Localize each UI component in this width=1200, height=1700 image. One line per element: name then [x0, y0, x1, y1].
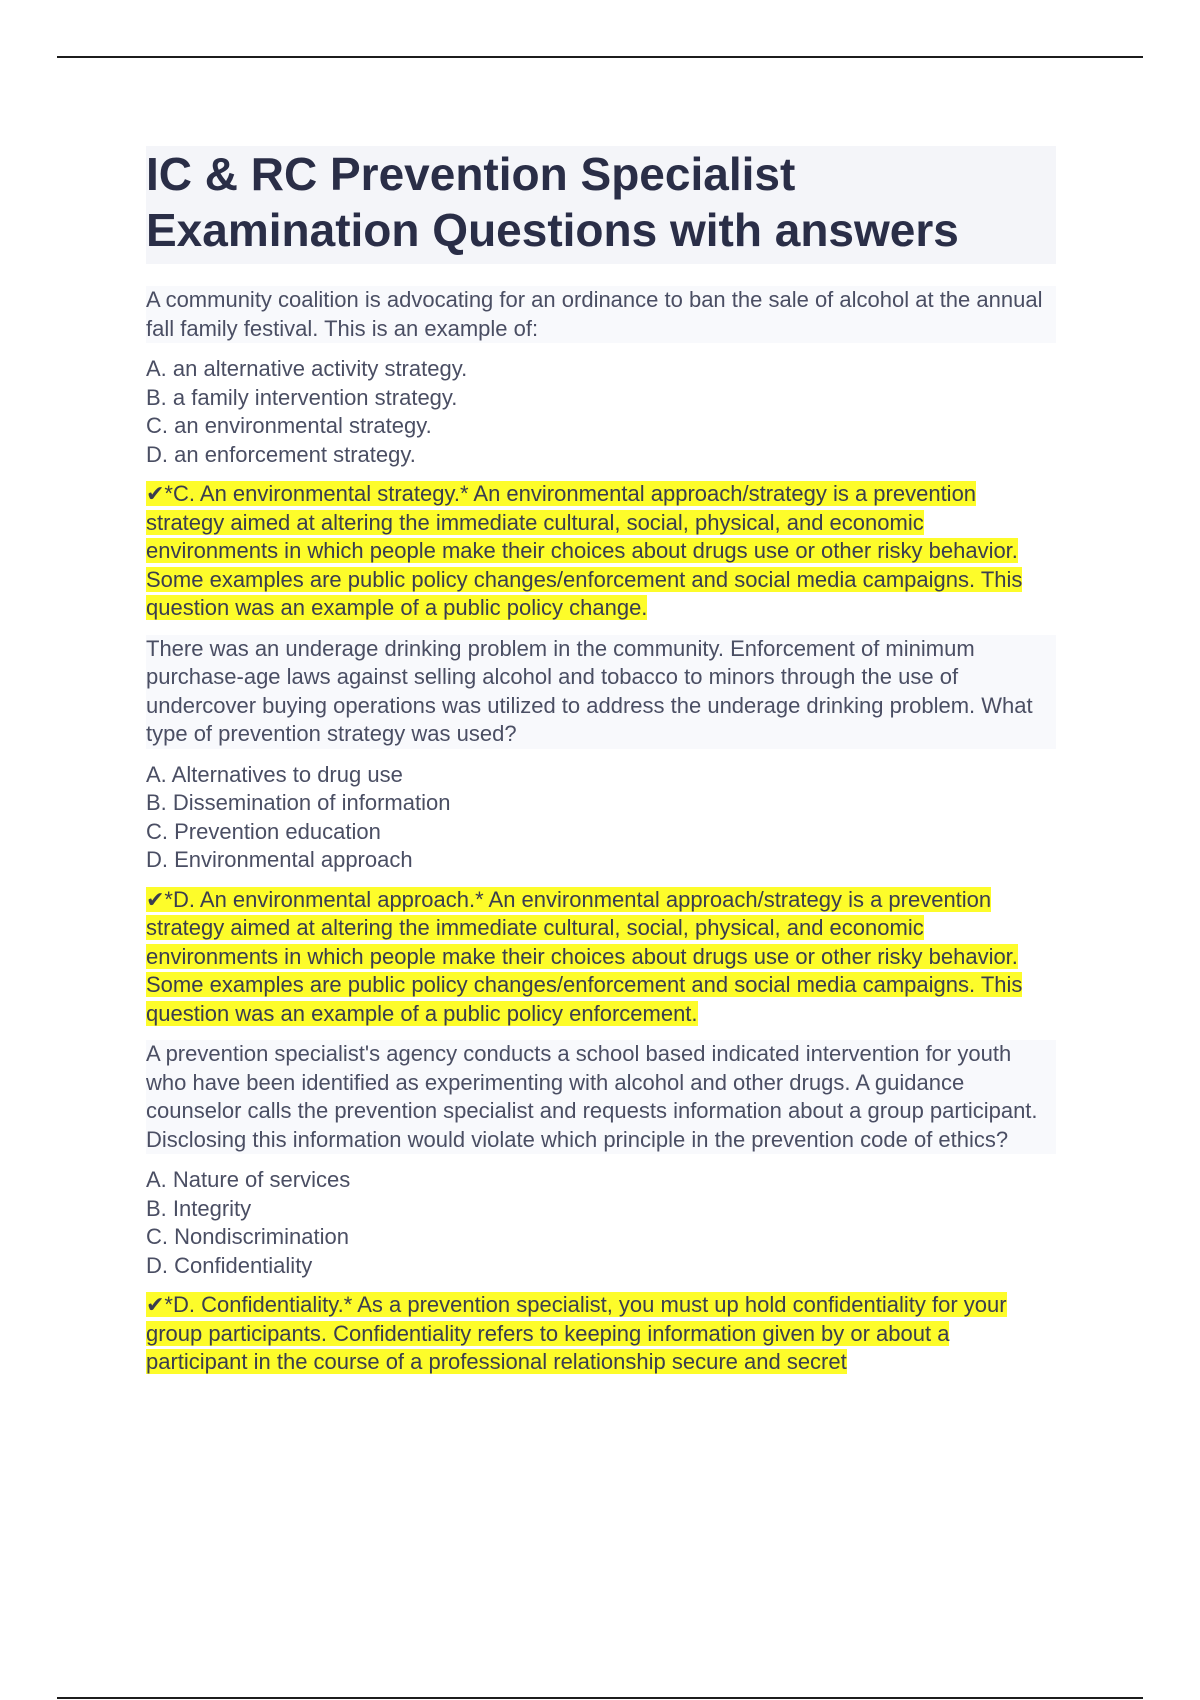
title-block	[146, 146, 1056, 264]
option-a: A. Alternatives to drug use	[146, 761, 403, 787]
option-c: C. Prevention education	[146, 818, 381, 844]
question-block-3	[146, 1040, 1056, 1377]
option-a: A. Nature of services	[146, 1167, 351, 1192]
option-b: B. Integrity	[146, 1195, 252, 1221]
answer-explanation	[146, 480, 1056, 623]
option-b: B. a family intervention strategy.	[146, 384, 458, 410]
document-title: IC & RC Prevention Specialist Examination Questions with answers	[146, 148, 959, 256]
option-b: B. Dissemination of information	[146, 790, 451, 815]
bottom-rule	[57, 1697, 1143, 1699]
answer-explanation	[146, 886, 1056, 1029]
option-d: D. Environmental approach	[146, 847, 413, 872]
answer-highlight: ✔*D. Confidentiality.* As a prevention specialist, you must up hold confidentiality for your group participants. Confidentiality refers to keeping information given by or about a participant in the course of a professional relationship secure and secret	[146, 1292, 1007, 1374]
option-list	[146, 1166, 1056, 1280]
answer-highlight: ✔*C. An environmental strategy.* An environmental approach/strategy is a prevention strategy aimed at altering the immediate cultural, social, physical, and economic environments in which people make their choices about drugs use or other risky behavior. Some examples are public policy changes/enforcement and social media campaigns. This question was an example of a public policy change.	[146, 481, 1023, 620]
question-block-1	[146, 286, 1056, 623]
option-d: D. Confidentiality	[146, 1252, 313, 1278]
answer-explanation	[146, 1291, 1056, 1377]
option-d: D. an enforcement strategy.	[146, 441, 416, 467]
option-c: C. an environmental strategy.	[146, 413, 432, 438]
option-list	[146, 355, 1056, 469]
option-list	[146, 761, 1056, 875]
option-c: C. Nondiscrimination	[146, 1224, 349, 1249]
option-a: A. an alternative activity strategy.	[146, 356, 468, 381]
answer-highlight: ✔*D. An environmental approach.* An environmental approach/strategy is a prevention strategy aimed at altering the immediate cultural, social, physical, and economic environments in which people make their choices about drugs use or other risky behavior. Some examples are public policy changes/enforcement and social media campaigns. This question was an example of a public policy enforcement.	[146, 886, 1023, 1026]
question-text: A community coalition is advocating for an ordinance to ban the sale of alcohol at the annual fall family festival. This is an example of:	[146, 286, 1056, 343]
question-text: There was an underage drinking problem in the community. Enforcement of minimum purchase-age laws against selling alcohol and tobacco to minors through the use of undercover buying operations was utilized to address the underage drinking problem. What type of prevention strategy was used?	[146, 635, 1056, 749]
question-block-2	[146, 635, 1056, 1029]
question-text: A prevention specialist's agency conducts a school based indicated intervention for youth who have been identified as experimenting with alcohol and other drugs. A guidance counselor calls the prevention specialist and requests information about a group participant. Disclosing this information would violate which principle in the prevention code of ethics?	[146, 1040, 1056, 1154]
top-rule	[57, 56, 1143, 58]
document-body	[146, 146, 1056, 1389]
